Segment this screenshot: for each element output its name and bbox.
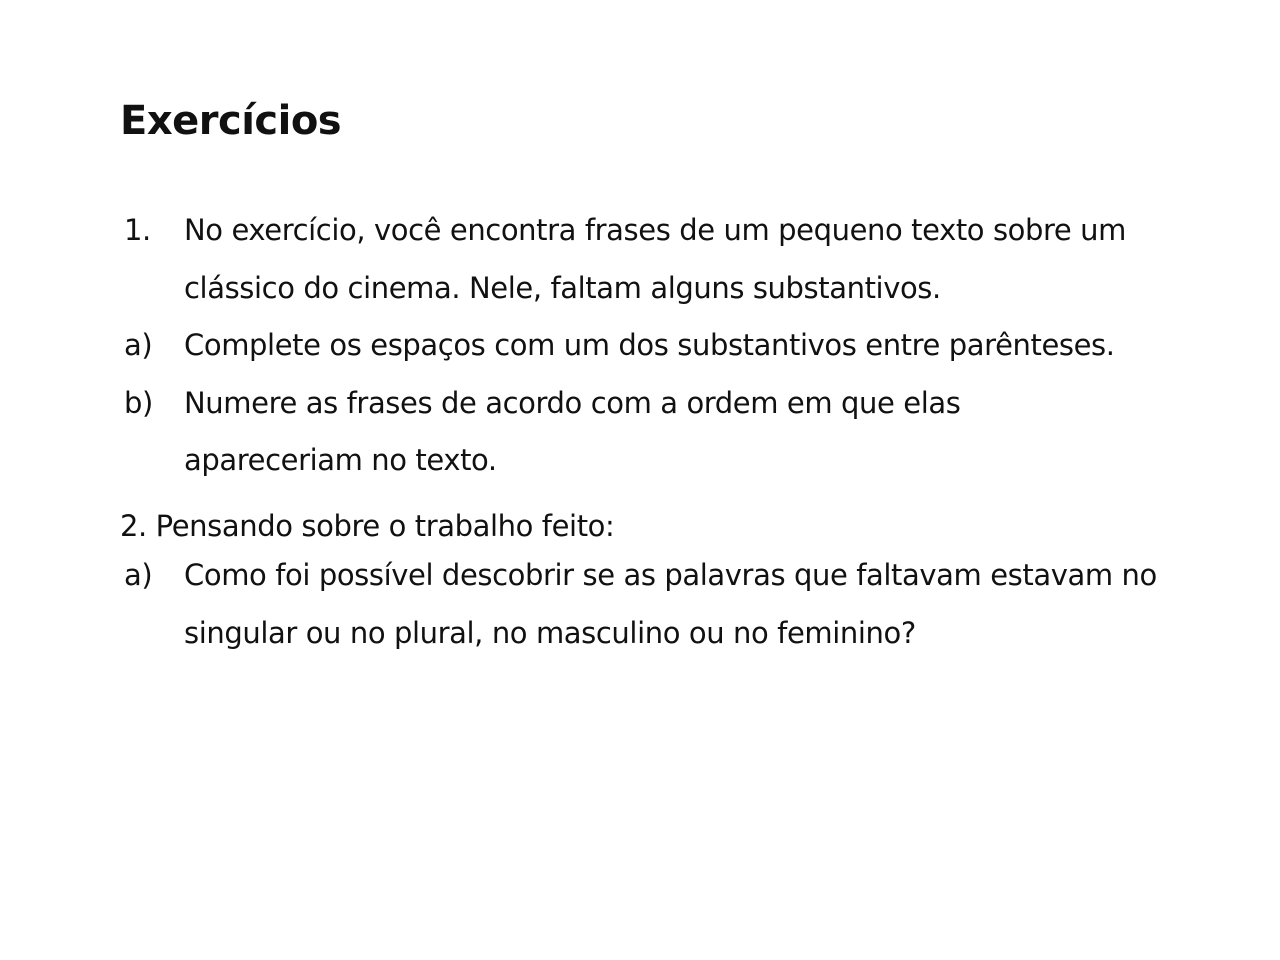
exercise-1-text: No exercício, você encontra frases de um pequeno texto sobre um clássico do cinema. Nele, faltam alguns substantivos. <box>184 213 1126 305</box>
page-title: Exercícios <box>120 98 342 144</box>
exercise-1 <box>120 202 1180 317</box>
exercise-1-item-a-marker: a) <box>124 328 153 362</box>
exercise-2-heading: 2. Pensando sobre o trabalho feito: <box>120 508 615 543</box>
exercise-1-item-b-text: Numere as frases de acordo com a ordem em que elas apareceriam no texto. <box>184 385 961 477</box>
exercise-1-number: 1. <box>124 213 151 247</box>
exercise-2-item-a-text: Como foi possível descobrir se as palavras que faltavam estavam no singular ou no plural, no masculino ou no feminino? <box>184 558 1157 650</box>
exercise-1-item-b-marker: b) <box>124 385 153 420</box>
exercise-list <box>120 202 1180 662</box>
exercise-2-item-a-marker: a) <box>124 558 153 592</box>
exercise-2-item-a <box>120 547 1180 662</box>
exercise-1-item-b <box>120 375 1180 490</box>
exercise-1-item-a <box>120 317 1180 375</box>
exercise-1-item-a-text: Complete os espaços com um dos substantivos entre parênteses. <box>184 328 1115 362</box>
